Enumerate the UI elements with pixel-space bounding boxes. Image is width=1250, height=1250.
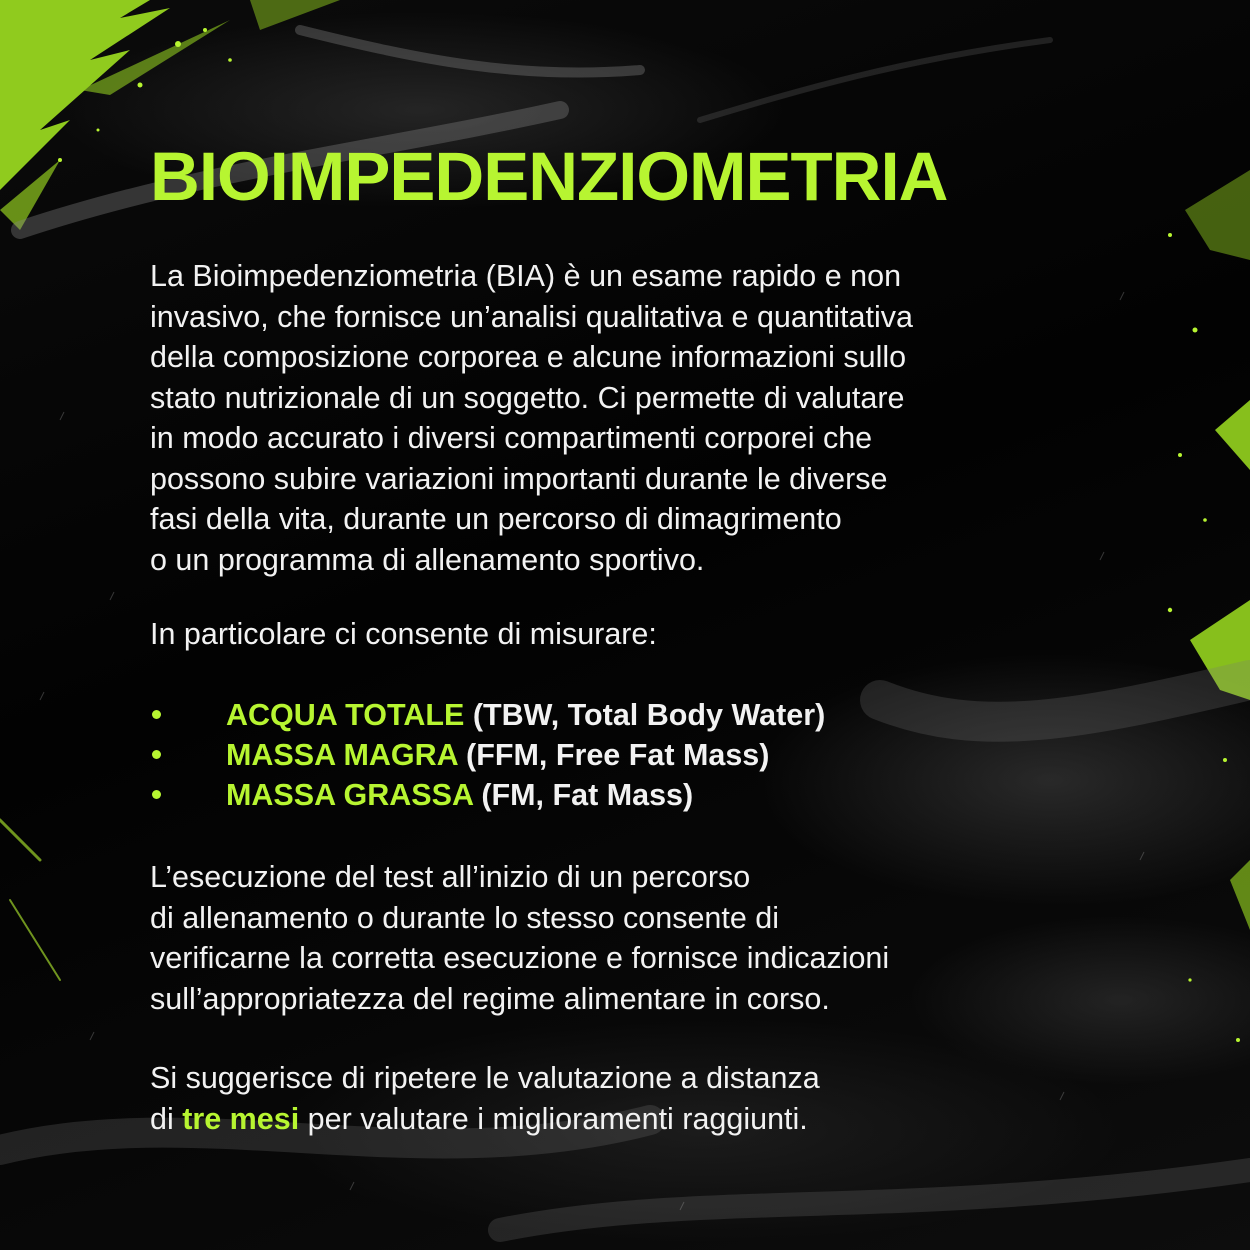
bullet-icon (152, 750, 161, 759)
measure-text (226, 695, 825, 735)
test-line: sull’appropriatezza del regime alimentare in corso. (150, 981, 830, 1016)
intro-paragraph (150, 256, 913, 580)
intro-line: o un programma di allenamento sportivo. (150, 542, 705, 577)
test-paragraph (150, 857, 889, 1019)
suggestion-line-2 (150, 1099, 820, 1140)
intro-line: La Bioimpedenziometria (BIA) è un esame rapido e non (150, 259, 902, 293)
bullet-icon (152, 790, 161, 799)
test-line: verificarne la corretta esecuzione e fornisce indicazioni (150, 941, 890, 975)
intro-line: possono subire variazioni importanti durante le diverse (150, 461, 888, 496)
page-title: BIOIMPEDENZIOMETRIA (150, 138, 948, 215)
measure-text (226, 775, 693, 815)
measure-detail: (FFM, Free Fat Mass) (457, 738, 770, 772)
intro-line: in modo accurato i diversi compartimenti corporei che (150, 421, 873, 455)
suggestion-paragraph (150, 1058, 820, 1139)
test-line: L’esecuzione del test all’inizio di un percorso (150, 860, 751, 894)
suggestion-suffix: per valutare i miglioramenti raggiunti. (299, 1101, 808, 1136)
measure-detail: (FM, Fat Mass) (472, 778, 694, 812)
suggestion-line: Si suggerisce di ripetere le valutazione a distanza (150, 1061, 820, 1095)
measure-text (226, 735, 769, 775)
intro-line: stato nutrizionale di un soggetto. Ci permette di valutare (150, 380, 905, 415)
test-line: di allenamento o durante lo stesso consente di (150, 900, 780, 935)
suggestion-prefix: di (150, 1101, 183, 1136)
intro-line: della composizione corporea e alcune informazioni sullo (150, 340, 907, 374)
intro-line: fasi della vita, durante un percorso di dimagrimento (150, 502, 842, 536)
measure-name: ACQUA TOTALE (226, 698, 465, 732)
intro-line: invasivo, che fornisce un’analisi qualitativa e quantitativa (150, 299, 913, 334)
bullet-icon (152, 710, 161, 719)
measure-intro: In particolare ci consente di misurare: (150, 617, 657, 651)
suggestion-highlight: tre mesi (182, 1101, 300, 1136)
measure-name: MASSA GRASSA (226, 778, 473, 812)
measure-detail: (TBW, Total Body Water) (464, 698, 826, 732)
measure-name: MASSA MAGRA (226, 738, 458, 772)
